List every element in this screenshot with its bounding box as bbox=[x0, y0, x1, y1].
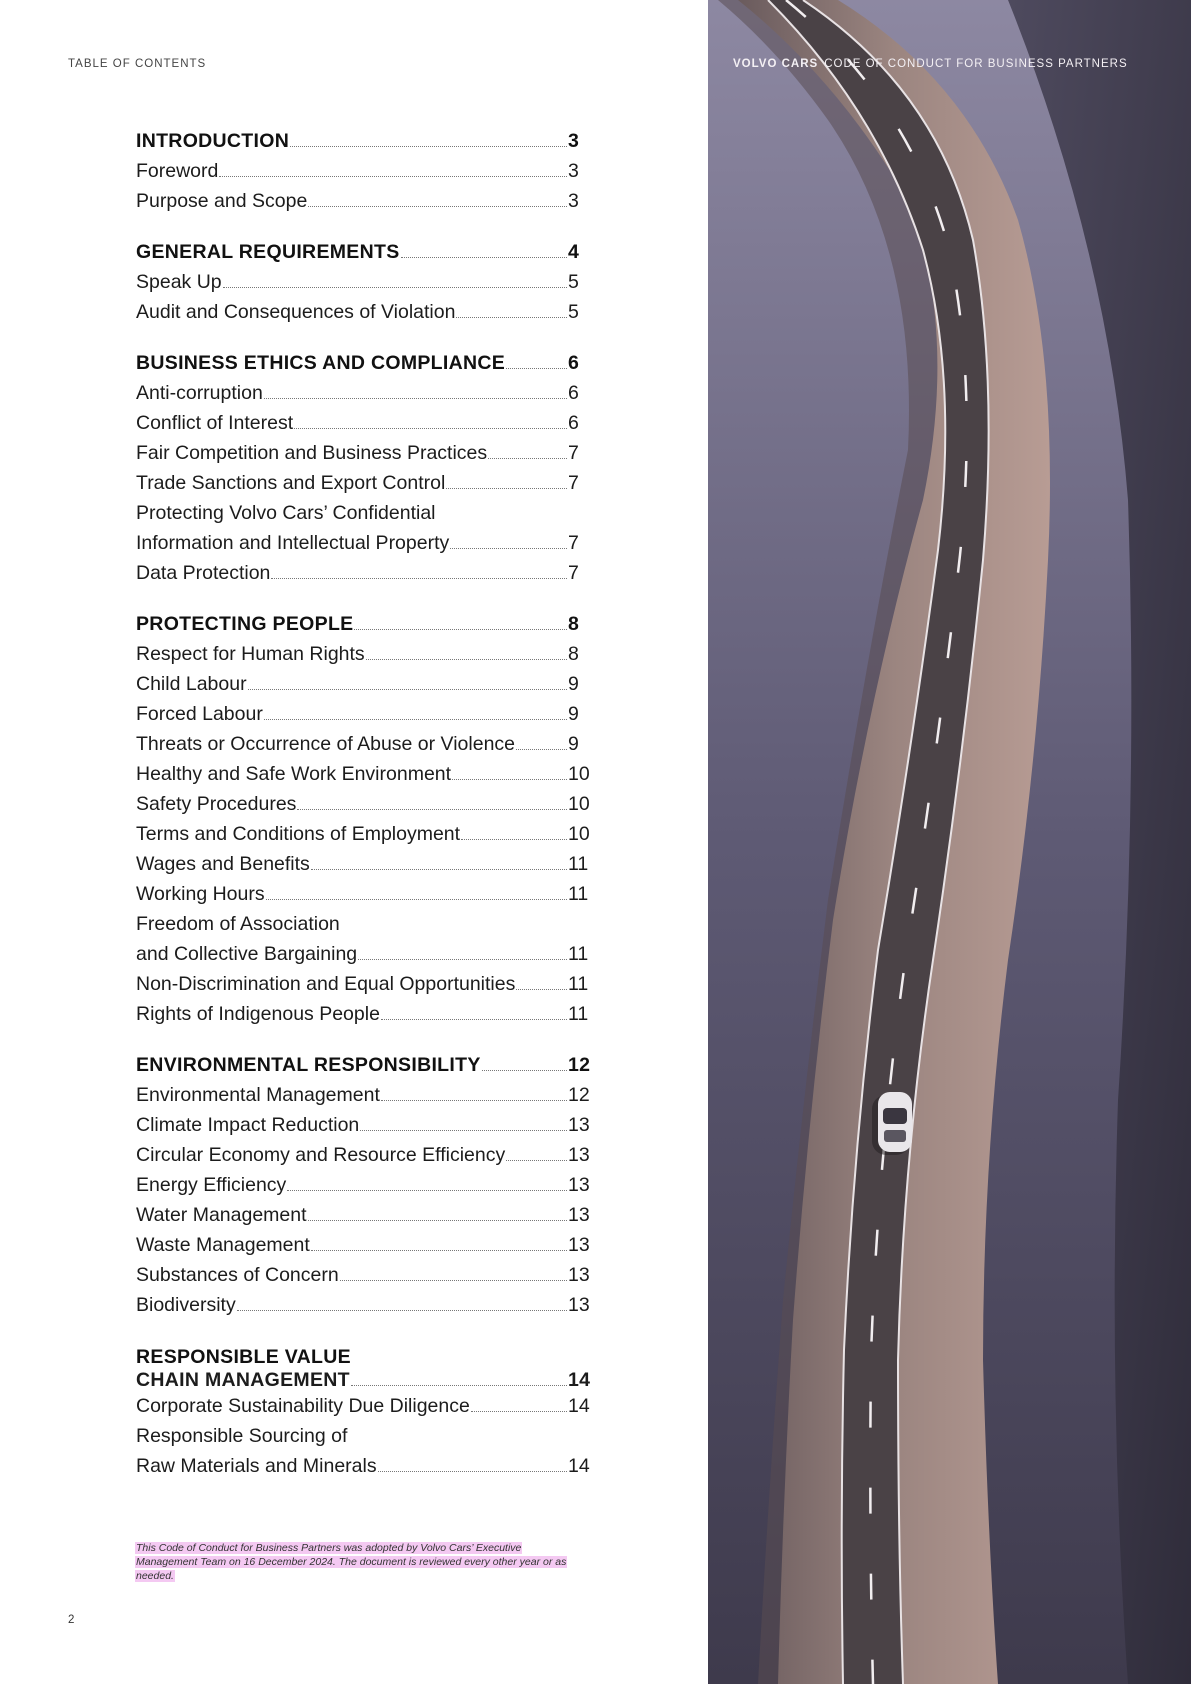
dot-leader bbox=[516, 989, 567, 990]
toc-entry-label: Data Protection bbox=[136, 562, 271, 584]
toc-entry[interactable] bbox=[136, 673, 590, 703]
dot-leader bbox=[223, 287, 567, 288]
toc-page-number: 13 bbox=[568, 1174, 590, 1196]
dot-leader bbox=[482, 1070, 567, 1071]
toc-entry[interactable] bbox=[136, 412, 590, 442]
toc-entry-label: Trade Sanctions and Export Control bbox=[136, 472, 446, 494]
toc-entry-first-line[interactable] bbox=[136, 502, 590, 532]
toc-page-number: 6 bbox=[568, 412, 579, 434]
toc-page-number: 13 bbox=[568, 1234, 590, 1256]
toc-heading-label: PROTECTING PEOPLE bbox=[136, 613, 354, 635]
toc-entry[interactable] bbox=[136, 1264, 590, 1294]
dot-leader bbox=[297, 809, 567, 810]
toc-entry[interactable] bbox=[136, 853, 590, 883]
toc-page-number: 14 bbox=[568, 1455, 590, 1477]
dot-leader bbox=[446, 488, 567, 489]
toc-heading-introduction[interactable] bbox=[136, 130, 590, 160]
toc-entry[interactable] bbox=[136, 271, 590, 301]
toc-page-number: 8 bbox=[568, 643, 579, 665]
toc-entry[interactable] bbox=[136, 703, 590, 733]
toc-entry-label: Non-Discrimination and Equal Opportunities bbox=[136, 973, 516, 995]
dot-leader bbox=[471, 1411, 567, 1412]
dot-leader bbox=[237, 1310, 567, 1311]
toc-entry-label: Speak Up bbox=[136, 271, 222, 293]
toc-entry[interactable] bbox=[136, 1395, 590, 1425]
toc-entry[interactable] bbox=[136, 643, 590, 673]
toc-page-number: 6 bbox=[568, 382, 579, 404]
toc-heading-label: CHAIN MANAGEMENT bbox=[136, 1369, 350, 1391]
toc-entry-label: Working Hours bbox=[136, 883, 265, 905]
toc-entry-label: Information and Intellectual Property bbox=[136, 532, 450, 554]
dot-leader bbox=[248, 689, 567, 690]
toc-entry-label: Freedom of Association bbox=[136, 913, 340, 935]
dot-leader bbox=[461, 839, 567, 840]
toc-entry-label: Circular Economy and Resource Efficiency bbox=[136, 1144, 506, 1166]
dot-leader bbox=[506, 1160, 567, 1161]
toc-heading-label: INTRODUCTION bbox=[136, 130, 290, 152]
toc-entry[interactable] bbox=[136, 763, 590, 793]
toc-entry-label: Fair Competition and Business Practices bbox=[136, 442, 488, 464]
dot-leader bbox=[340, 1280, 567, 1281]
toc-entry[interactable] bbox=[136, 1114, 590, 1144]
adoption-footnote bbox=[135, 1541, 575, 1583]
dot-leader bbox=[456, 317, 567, 318]
toc-entry-label: Corporate Sustainability Due Diligence bbox=[136, 1395, 470, 1417]
toc-entry[interactable] bbox=[136, 190, 590, 220]
toc-entry-label: Rights of Indigenous People bbox=[136, 1003, 380, 1025]
dot-leader bbox=[351, 1385, 567, 1386]
toc-entry-label: Child Labour bbox=[136, 673, 247, 695]
dot-leader bbox=[264, 398, 567, 399]
toc-page-number: 12 bbox=[568, 1054, 591, 1076]
toc-page-number: 10 bbox=[568, 763, 590, 785]
toc-section-environmental bbox=[136, 1054, 590, 1324]
toc-heading-protecting-people[interactable] bbox=[136, 613, 590, 643]
toc-heading-label: BUSINESS ETHICS AND COMPLIANCE bbox=[136, 352, 506, 374]
toc-heading-business-ethics[interactable] bbox=[136, 352, 590, 382]
toc-entry[interactable] bbox=[136, 532, 590, 562]
toc-page-number: 11 bbox=[568, 853, 589, 875]
toc-page-number: 14 bbox=[568, 1395, 590, 1417]
toc-page-number: 5 bbox=[568, 301, 579, 323]
toc-page-number: 13 bbox=[568, 1264, 590, 1286]
toc-entry[interactable] bbox=[136, 1174, 590, 1204]
dot-leader bbox=[450, 548, 567, 549]
toc-entry[interactable] bbox=[136, 1234, 590, 1264]
toc-entry-label: Forced Labour bbox=[136, 703, 263, 725]
toc-page-number: 3 bbox=[568, 160, 579, 182]
toc-entry-label: Energy Efficiency bbox=[136, 1174, 287, 1196]
dot-leader bbox=[311, 1250, 567, 1251]
car bbox=[872, 1092, 912, 1155]
toc-entry-label: Audit and Consequences of Violation bbox=[136, 301, 456, 323]
toc-page-number: 13 bbox=[568, 1144, 590, 1166]
toc-entry[interactable] bbox=[136, 1084, 590, 1114]
toc-entry[interactable] bbox=[136, 301, 590, 331]
toc-entry[interactable] bbox=[136, 793, 590, 823]
toc-heading-value-chain[interactable] bbox=[136, 1345, 590, 1395]
toc-entry[interactable] bbox=[136, 1204, 590, 1234]
toc-entry[interactable] bbox=[136, 382, 590, 412]
toc-entry-label: Environmental Management bbox=[136, 1084, 380, 1106]
toc-page-number: 7 bbox=[568, 532, 579, 554]
toc-entry-label: Respect for Human Rights bbox=[136, 643, 365, 665]
toc-page-number: 10 bbox=[568, 823, 590, 845]
toc-page-number: 4 bbox=[568, 241, 580, 263]
dot-leader bbox=[516, 749, 567, 750]
dot-leader bbox=[381, 1019, 567, 1020]
dot-leader bbox=[401, 257, 568, 258]
toc-page-number: 7 bbox=[568, 472, 579, 494]
toc-entry-label: Protecting Volvo Cars’ Confidential bbox=[136, 502, 436, 524]
car-rear-window bbox=[884, 1130, 906, 1142]
dot-leader bbox=[266, 899, 567, 900]
toc-entry[interactable] bbox=[136, 823, 590, 853]
toc-entry-label: Raw Materials and Minerals bbox=[136, 1455, 377, 1477]
toc-page-number: 10 bbox=[568, 793, 590, 815]
toc-entry-first-line[interactable] bbox=[136, 1425, 590, 1455]
toc-heading-environmental[interactable] bbox=[136, 1054, 590, 1084]
dot-leader bbox=[366, 659, 567, 660]
toc-entry-label: Foreword bbox=[136, 160, 219, 182]
toc-page-number: 9 bbox=[568, 673, 579, 695]
dot-leader bbox=[311, 869, 567, 870]
dot-leader bbox=[308, 1220, 567, 1221]
dot-leader bbox=[360, 1130, 567, 1131]
dot-leader bbox=[378, 1471, 567, 1472]
dot-leader bbox=[488, 458, 567, 459]
dot-leader bbox=[308, 206, 567, 207]
toc-heading-line2 bbox=[136, 1369, 590, 1395]
toc-entry-label: Safety Procedures bbox=[136, 793, 297, 815]
dot-leader bbox=[381, 1100, 567, 1101]
toc-entry[interactable] bbox=[136, 562, 590, 592]
toc-heading-general-requirements[interactable] bbox=[136, 241, 590, 271]
toc-page-number: 14 bbox=[568, 1369, 591, 1391]
toc-entry[interactable] bbox=[136, 1294, 590, 1324]
toc-page-number: 11 bbox=[568, 973, 589, 995]
footnote-text: This Code of Conduct for Business Partners was adopted by Volvo Cars’ Executive Management Team on 16 December 2024. The document is reviewed every other year or as needed. bbox=[136, 1542, 567, 1582]
toc-heading-label: GENERAL REQUIREMENTS bbox=[136, 241, 400, 263]
toc-page-number: 11 bbox=[568, 1003, 589, 1025]
toc-section-value-chain bbox=[136, 1345, 590, 1485]
toc-page-number: 13 bbox=[568, 1204, 590, 1226]
toc-page-number: 11 bbox=[568, 943, 589, 965]
toc-entry-label: Healthy and Safe Work Environment bbox=[136, 763, 452, 785]
toc-page-number: 7 bbox=[568, 442, 579, 464]
toc-page-number: 9 bbox=[568, 733, 579, 755]
toc-entry[interactable] bbox=[136, 1144, 590, 1174]
document-title: CODE OF CONDUCT FOR BUSINESS PARTNERS bbox=[824, 58, 1128, 70]
toc-section-business-ethics bbox=[136, 352, 590, 592]
toc-entry-label: Anti-corruption bbox=[136, 382, 263, 404]
dot-leader bbox=[287, 1190, 567, 1191]
toc-entry[interactable] bbox=[136, 1455, 590, 1485]
toc-page-number: 13 bbox=[568, 1294, 590, 1316]
toc-entry-label: Purpose and Scope bbox=[136, 190, 308, 212]
dot-leader bbox=[264, 719, 567, 720]
aerial-road-illustration bbox=[708, 0, 1191, 1684]
toc-entry-label: Wages and Benefits bbox=[136, 853, 310, 875]
toc-page-number: 5 bbox=[568, 271, 579, 293]
toc-entry[interactable] bbox=[136, 943, 590, 973]
page-number: 2 bbox=[68, 1614, 75, 1626]
toc-entry-label: Terms and Conditions of Employment bbox=[136, 823, 461, 845]
brand-header bbox=[733, 58, 1128, 70]
toc-heading-label: ENVIRONMENTAL RESPONSIBILITY bbox=[136, 1054, 481, 1076]
toc-entry-label: Substances of Concern bbox=[136, 1264, 339, 1286]
dot-leader bbox=[354, 629, 567, 630]
running-head: TABLE OF CONTENTS bbox=[68, 58, 207, 70]
toc-entry[interactable] bbox=[136, 442, 590, 472]
toc-entry-label: Responsible Sourcing of bbox=[136, 1425, 348, 1447]
toc-section-general-requirements bbox=[136, 241, 590, 331]
toc-entry-first-line[interactable] bbox=[136, 913, 590, 943]
toc-entry-label: and Collective Bargaining bbox=[136, 943, 358, 965]
dot-leader bbox=[294, 428, 567, 429]
toc-section-introduction bbox=[136, 130, 590, 220]
toc-page-number: 3 bbox=[568, 190, 579, 212]
toc-page-number: 11 bbox=[568, 883, 589, 905]
toc-entry[interactable] bbox=[136, 973, 590, 1003]
brand-name: VOLVO CARS bbox=[733, 58, 819, 70]
toc-entry-label: Conflict of Interest bbox=[136, 412, 294, 434]
toc-entry-label: Water Management bbox=[136, 1204, 307, 1226]
toc-entry-label: Threats or Occurrence of Abuse or Violence bbox=[136, 733, 516, 755]
toc-page-number: 13 bbox=[568, 1114, 590, 1136]
table-of-contents bbox=[136, 130, 590, 1506]
toc-entry-label: Climate Impact Reduction bbox=[136, 1114, 360, 1136]
dot-leader bbox=[219, 176, 567, 177]
toc-heading-label: RESPONSIBLE VALUE bbox=[136, 1346, 351, 1368]
dot-leader bbox=[452, 779, 567, 780]
toc-page-number: 6 bbox=[568, 352, 580, 374]
dot-leader bbox=[358, 959, 567, 960]
toc-entry-label: Waste Management bbox=[136, 1234, 310, 1256]
toc-entry[interactable] bbox=[136, 883, 590, 913]
toc-entry[interactable] bbox=[136, 733, 590, 763]
toc-page-number: 9 bbox=[568, 703, 579, 725]
dot-leader bbox=[271, 578, 567, 579]
toc-entry[interactable] bbox=[136, 472, 590, 502]
cover-photo-causeway-road bbox=[708, 0, 1191, 1684]
toc-section-protecting-people bbox=[136, 613, 590, 1033]
car-windshield bbox=[883, 1108, 907, 1124]
dot-leader bbox=[506, 368, 567, 369]
dot-leader bbox=[290, 146, 567, 147]
toc-page-number: 8 bbox=[568, 613, 580, 635]
toc-page-number: 7 bbox=[568, 562, 579, 584]
toc-entry[interactable] bbox=[136, 160, 590, 190]
toc-page-number: 12 bbox=[568, 1084, 590, 1106]
toc-entry[interactable] bbox=[136, 1003, 590, 1033]
toc-page-number: 3 bbox=[568, 130, 580, 152]
toc-entry-label: Biodiversity bbox=[136, 1294, 236, 1316]
